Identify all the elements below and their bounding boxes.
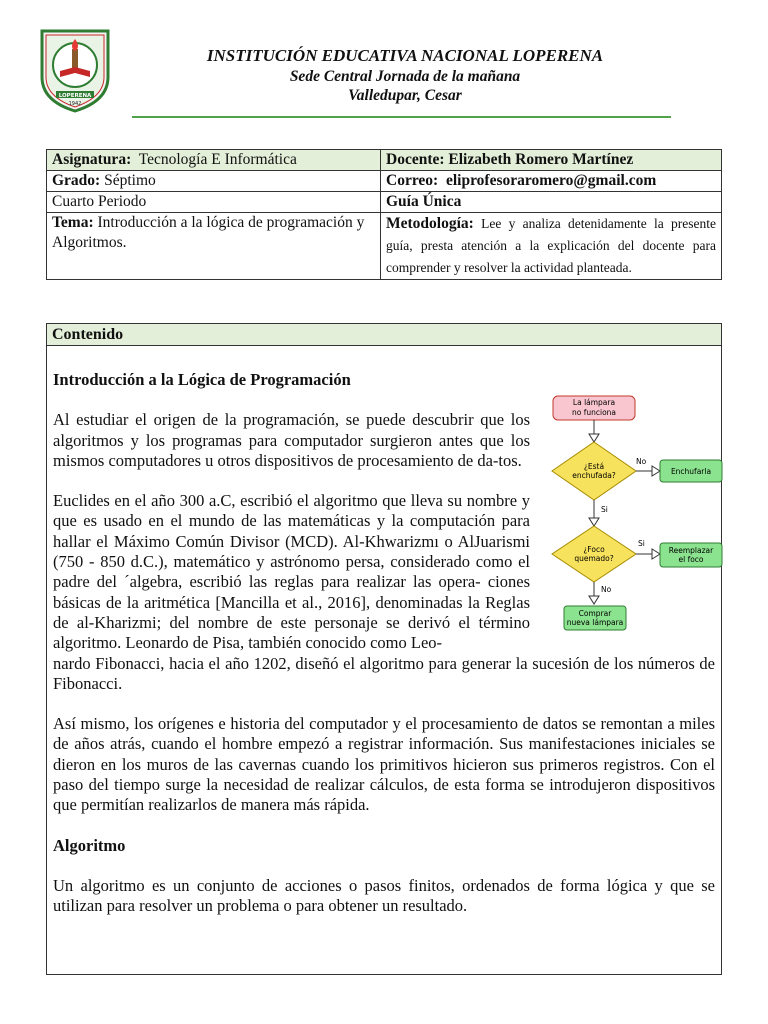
tema-cell [47,213,381,280]
city-name: Valledupar, Cesar [348,87,462,104]
school-logo [38,27,112,113]
heading-intro: Introducción a la Lógica de Programación [53,370,351,389]
start-label-2: no funciona [571,408,617,417]
arrow-head [589,518,599,526]
arrow-head [652,466,660,476]
header-block [150,45,660,105]
action-2-label-1: Reemplazar [668,546,714,555]
decision-1-label-1: ¿Está [583,462,605,471]
tema-label: Tema: [52,214,94,231]
content-title-bar: Contenido [47,324,721,346]
logo-year: 1942 [68,101,82,107]
grado-label: Grado: [52,172,101,189]
no-label-1: No [636,457,647,466]
decision-2-label-1: ¿Foco [583,545,605,554]
correo-value: eliprofesoraromero@gmail.com [445,172,657,189]
metodologia-cell [381,213,722,280]
table-row [47,171,722,192]
si-label-2: Si [638,539,645,548]
heading-algoritmo: Algoritmo [53,835,126,855]
guia-cell [381,192,722,213]
lamp-flowchart [544,394,724,634]
asignatura-label: Asignatura: [52,151,132,168]
sede-name: Sede Central Jornada de la mañana [289,68,521,85]
docente-cell [381,150,722,171]
metodologia-label: Metodología: [386,215,474,232]
guia-value: Guía Única [386,193,462,210]
decision-2-label-2: quemado? [574,554,614,563]
metodologia-value: Lee y analiza detenidamente la presente guía, presta atención a la explicación del docente para comprender y resolver la actividad planteada. [386,216,717,275]
tema-value: Introducción a la lógica de programación y Algoritmos. [52,214,365,251]
arrow-head [589,596,599,604]
paragraph-2: Euclides en el año 300 a.C, escribió el algoritmo que lleva su nombre y que es usado en el mundo de las matemáticas y la computación para hallar el Máximo Común Divisor (MCD). Al-Khwarizmı o AlJuarismi (750 - 850 d.C.), matemático y astrónomo persa, considerado como el padre del ´algebra, escribió las reglas para realizar las opera- ciones básicas de la aritmética [Mancilla et al., 2016], denominadas la Reglas de al-Kharizmi; del nombre de este personaje se derivó el término algoritmo. Leonardo de Pisa, también conocido como Leo- [53,491,530,653]
arrow-head [589,434,599,442]
table-row [47,213,722,280]
end-label-2: nueva lámpara [566,618,624,627]
institution-name: INSTITUCIÓN EDUCATIVA NACIONAL LOPERENA [206,46,604,65]
end-label-1: Comprar [578,609,612,618]
si-label-1: Si [601,505,608,514]
paragraph-3: Así mismo, los orígenes e historia del computador y el procesamiento de datos se remontan a miles de años atrás, cuando el hombre empezó a registrar información. Sus manifestaciones iniciales se dieron en los muros de las cavernas cuando los primitivos hicieron sus primeros registros. Con el paso del tiempo surge la necesidad de realizar cálculos, de esta forma se introdujeron dispositivos que permitían realizarlos de manera más rápida. [53,714,715,815]
header-divider [132,116,671,118]
paragraph-1: Al estudiar el origen de la programación, se puede descubrir que los algoritmos y los programas para computador surgieron antes que los mismos computadores u otros dispositivos de procesamiento de da-tos. [53,410,530,470]
paragraph-4: Un algoritmo es un conjunto de acciones o pasos finitos, ordenados de forma lógica y que se utilizan para resolver un problema o para obtener un resultado. [53,875,715,916]
logo-text: LOPERENA [58,93,92,99]
action-2-label-2: el foco [678,555,704,564]
paragraph-2-continued: nardo Fibonacci, hacia el año 1202, diseñó el algoritmo para generar la sucesión de los números de Fibonacci. [53,653,715,693]
start-label-1: La lámpara [572,398,616,407]
periodo-cell: Cuarto Periodo [47,192,381,213]
no-label-2: No [601,585,612,594]
table-row [47,192,722,213]
decision-1-label-2: enchufada? [572,471,616,480]
arrow-head [652,549,660,559]
grado-cell [47,171,381,192]
info-table [46,149,722,280]
action-1-label: Enchufarla [670,467,712,476]
table-row [47,150,722,171]
docente-value: Elizabeth Romero Martínez [448,151,634,168]
asignatura-value: Tecnología E Informática [138,151,297,168]
grado-value: Séptimo [104,172,156,189]
correo-label: Correo: [386,172,439,189]
asignatura-cell [47,150,381,171]
correo-cell [381,171,722,192]
docente-label: Docente: [386,151,445,168]
